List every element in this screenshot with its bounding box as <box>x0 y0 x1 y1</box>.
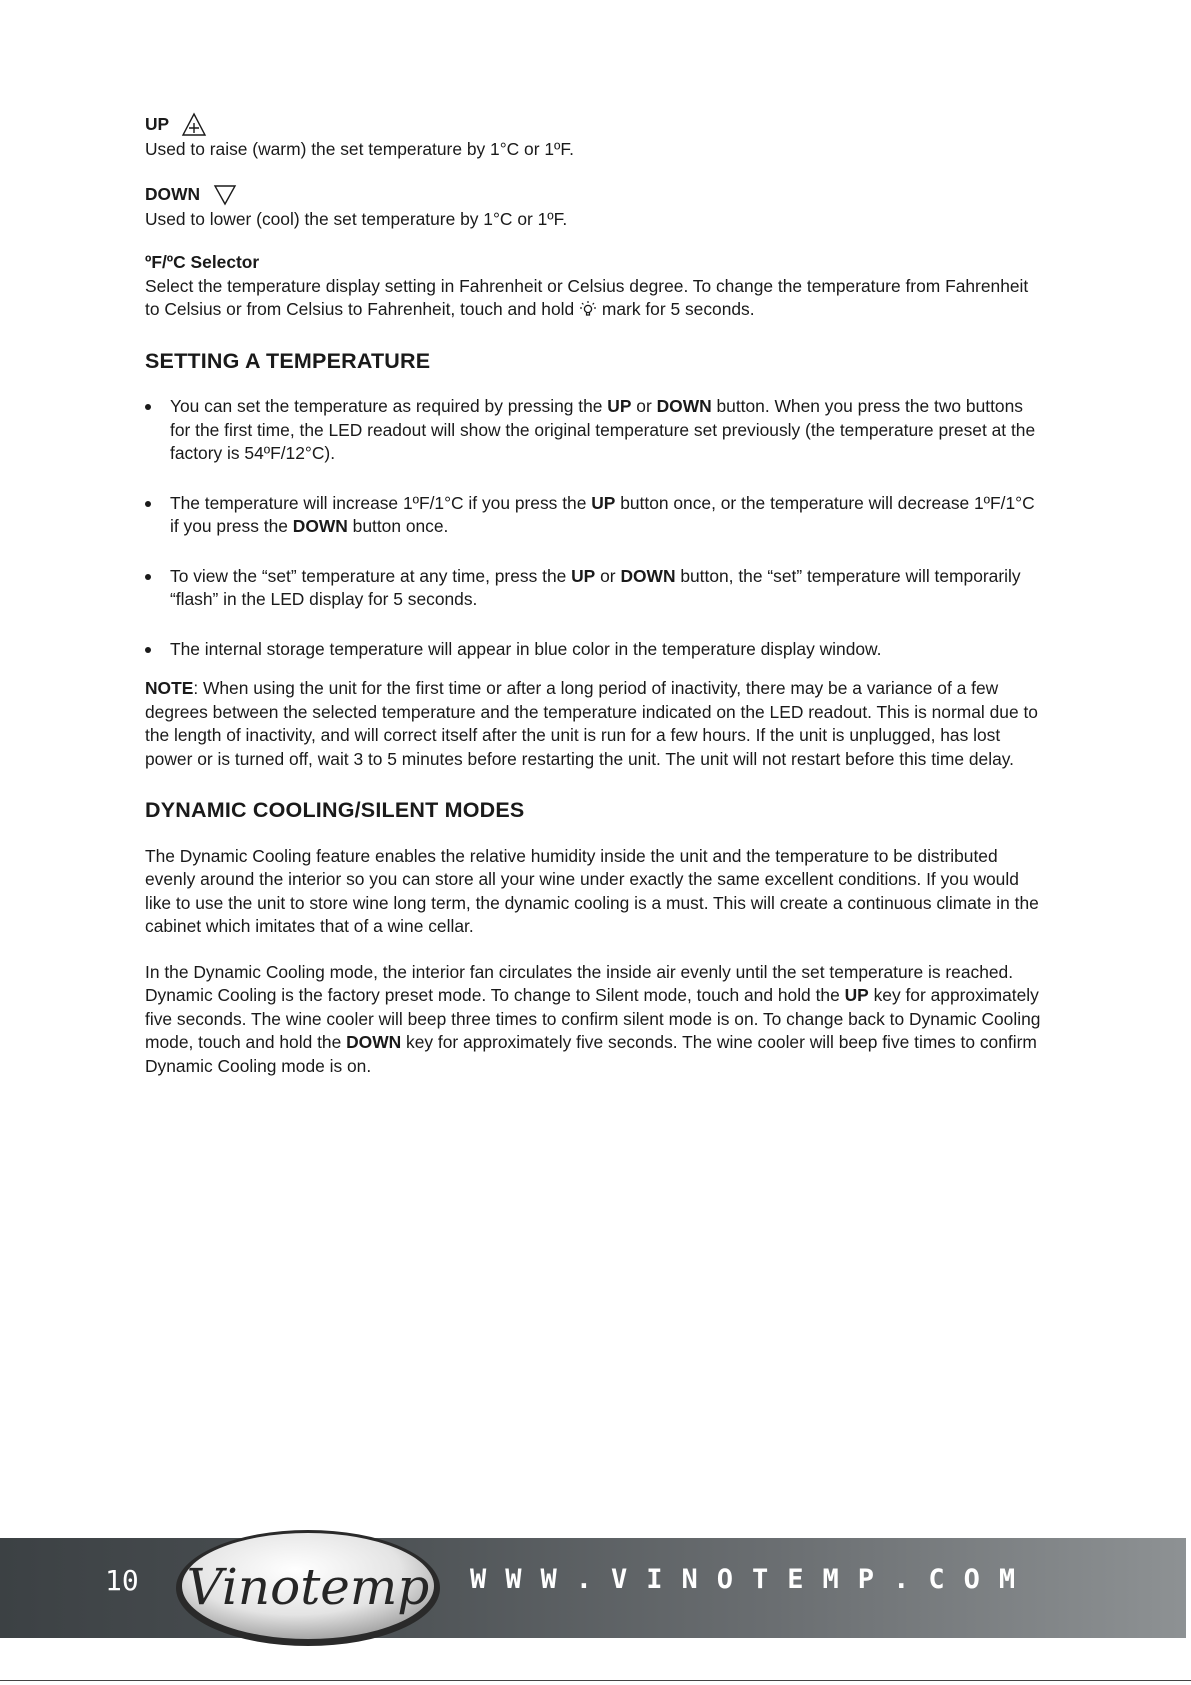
light-bulb-icon <box>579 300 597 318</box>
up-control-heading <box>145 112 1045 138</box>
website-url[interactable]: WWW.VINOTEMP.COM <box>470 1564 1035 1595</box>
logo-text: Vinotemp <box>186 1558 430 1616</box>
up-triangle-plus-icon <box>181 112 207 138</box>
list-item: To view the “set” temperature at any time, press the UP or DOWN button, the “set” temperature will temporarily “flash” in the LED display for 5 seconds. <box>145 565 1045 612</box>
bullet-icon <box>145 501 151 507</box>
dynamic-cooling-heading: DYNAMIC COOLING/SILENT MODES <box>145 798 525 822</box>
selector-control-label: ºF/ºC Selector <box>145 252 260 272</box>
note-text: : When using the unit for the first time or after a long period of inactivity, there may be a variance of a few degrees between the selected temperature and the temperature indicated on the LED readout. This is normal due to the length of inactivity, and will correct itself after the unit is run for a few hours. If the unit is unplugged, has lost power or is turned off, wait 3 to 5 minutes before restarting the unit. The unit will not restart before this time delay. <box>145 678 1038 769</box>
down-control-section <box>145 182 1045 232</box>
bullet-icon <box>145 574 151 580</box>
up-control-section <box>145 112 1045 162</box>
note-label: NOTE <box>145 678 194 698</box>
list-item: The temperature will increase 1ºF/1°C if you press the UP button once, or the temperature will decrease 1ºF/1°C if you press the DOWN button once. <box>145 492 1045 539</box>
list-item: You can set the temperature as required by pressing the UP or DOWN button. When you press the two buttons for the first time, the LED readout will show the original temperature set previously (the temperature preset at the factory is 54ºF/12°C). <box>145 395 1045 466</box>
page-number: 10 <box>105 1564 139 1597</box>
selector-description-text: Select the temperature display setting in Fahrenheit or Celsius degree. To change the temperature from Fahrenheit to Celsius or from Celsius to Fahrenheit, touch and hold <box>145 275 1029 319</box>
bullet-icon <box>145 404 151 410</box>
setting-temperature-list <box>145 395 1045 661</box>
selector-description-end: mark for 5 seconds. <box>597 299 755 319</box>
page-footer <box>0 1538 1191 1638</box>
down-control-description: Used to lower (cool) the set temperature by 1°C or 1ºF. <box>145 208 568 229</box>
bottom-rule <box>0 1680 1191 1681</box>
up-control-description: Used to raise (warm) the set temperature by 1°C or 1ºF. <box>145 139 574 159</box>
setting-temperature-heading: SETTING A TEMPERATURE <box>145 348 431 373</box>
dynamic-cooling-paragraph-2: In the Dynamic Cooling mode, the interior fan circulates the inside air evenly until the set temperature is reached. Dynamic Cooling is the factory preset mode. To change to Silent mode, touch and hold the UP key for approximately five seconds. The wine cooler will beep three times to confirm silent mode is on. To change back to Dynamic Cooling mode, touch and hold the DOWN key for approximately five seconds. The wine cooler will beep five times to confirm Dynamic Cooling mode is on. <box>145 961 1041 1076</box>
down-control-label: DOWN <box>145 183 201 204</box>
note-paragraph <box>145 677 1045 771</box>
dynamic-cooling-paragraph-1: The Dynamic Cooling feature enables the relative humidity inside the unit and the temperature to be distributed evenly around the interior so you can store all your wine under exactly the same excellent conditions. If you would like to use the unit to store wine long term, the dynamic cooling is a must. This will create a continuous climate in the cabinet which imitates that of a wine cellar. <box>145 845 1039 936</box>
footer-edge <box>1186 1538 1191 1638</box>
down-triangle-icon <box>212 182 238 208</box>
selector-control-section <box>145 251 1045 322</box>
down-control-heading <box>145 182 1045 208</box>
vinotemp-logo <box>172 1522 444 1652</box>
bullet-icon <box>145 647 151 653</box>
list-item: The internal storage temperature will appear in blue color in the temperature display window. <box>145 638 1045 662</box>
manual-page-content <box>145 112 1045 1100</box>
up-control-label: UP <box>145 114 170 135</box>
selector-control-description <box>145 275 1045 322</box>
